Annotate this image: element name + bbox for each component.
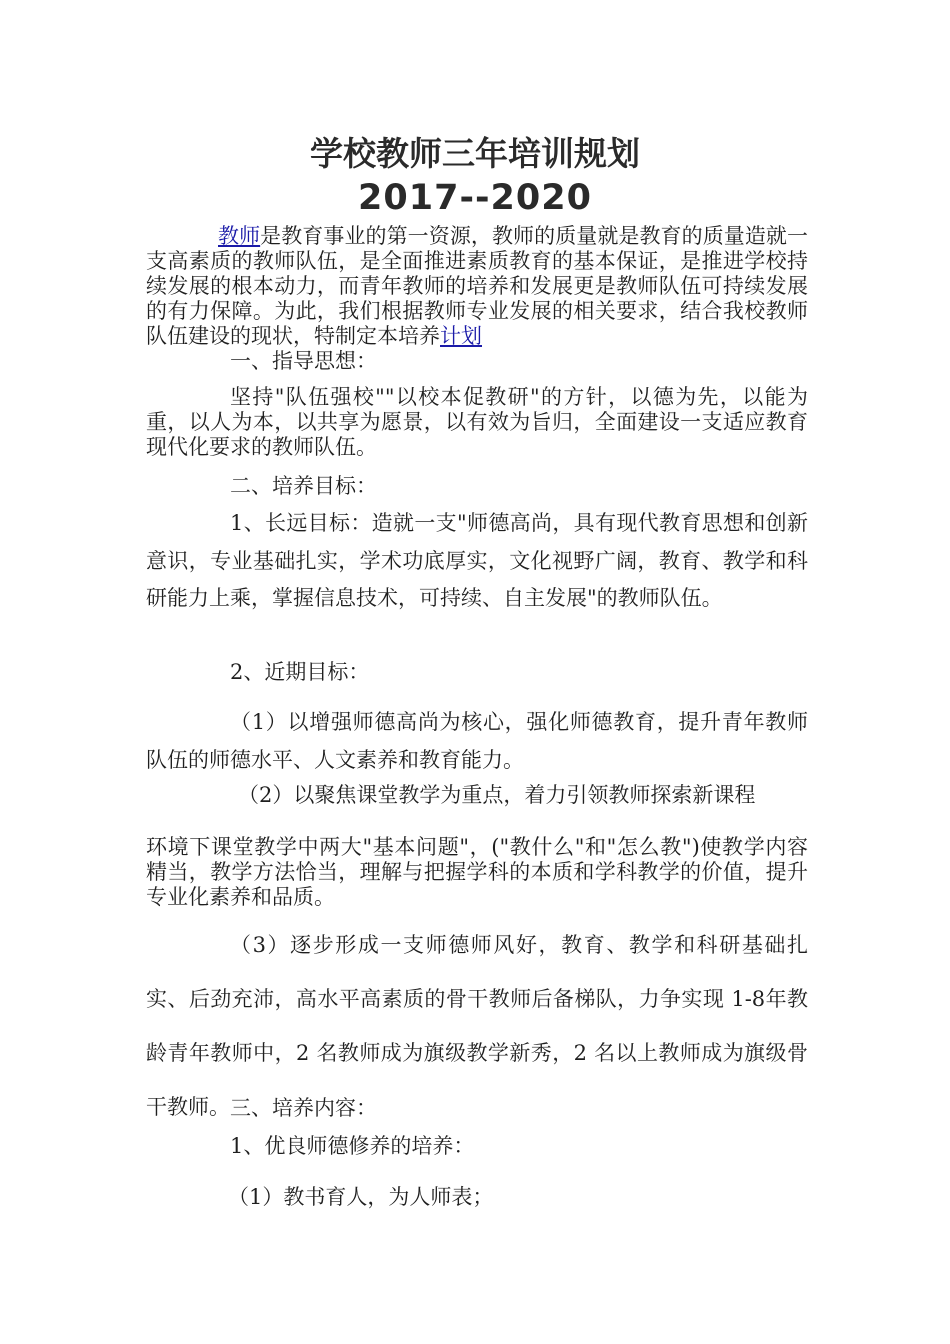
section1-heading: 一、指导思想： bbox=[230, 349, 377, 373]
goal2-item2-line1-text: （2）以聚焦课堂教学为重点，着力引领教师探索新课程 bbox=[238, 783, 756, 807]
section3-sub1: 1、优良师德修养的培养： bbox=[230, 1134, 475, 1158]
goal2-heading: 2、近期目标： bbox=[230, 660, 370, 684]
goal2-item1 bbox=[146, 704, 808, 779]
teacher-link[interactable]: 教师 bbox=[218, 224, 261, 248]
section2-heading: 二、培养目标： bbox=[230, 474, 377, 498]
document-title: 学校教师三年培训规划 bbox=[310, 134, 640, 173]
section3-sub1-item1: （1）教书育人，为人师表； bbox=[228, 1185, 494, 1209]
goal2-item2-rest bbox=[146, 835, 808, 910]
goal2-item3-text: （3）逐步形成一支师德师风好，教育、教学和科研基础扎实、后劲充沛，高水平高素质的骨干教师后备梯队，力争实现 1-8年教龄青年教师中，2 名教师成为旗级教学新秀，2 名以上教师成为旗级骨干教师。 bbox=[146, 933, 808, 1119]
intro-paragraph bbox=[146, 224, 808, 349]
goal2-item2-line2-text: 环境下课堂教学中两大"基本问题"，("教什么"和"怎么教")使教学内容精当，教学方法恰当，理解与把握学科的本质和学科教学的价值，提升专业化素养和品质。 bbox=[146, 835, 808, 909]
goal2-item1-text: （1）以增强师德高尚为核心，强化师德教育，提升青年教师队伍的师德水平、人文素养和教育能力。 bbox=[146, 710, 808, 772]
plan-link[interactable]: 计划 bbox=[440, 324, 482, 348]
goal2-item2-first-line bbox=[146, 783, 808, 808]
goal1-text: 1、长远目标：造就一支"师德高尚，具有现代教育思想和创新意识，专业基础扎实，学术功底厚实，文化视野广阔，教育、教学和科研能力上乘，掌握信息技术，可持续、自主发展"的教师队伍。 bbox=[146, 511, 808, 610]
goal1-paragraph bbox=[146, 505, 808, 618]
section1-body bbox=[146, 385, 808, 460]
intro-text: 是教育事业的第一资源，教师的质量就是教育的质量造就一支高素质的教师队伍，是全面推进素质教育的基本保证，是推进学校持续发展的根本动力，而青年教师的培养和发展更是教师队伍可持续发展的有力保障。为此，我们根据教师专业发展的相关要求，结合我校教师队伍建设的现状，特制定本培养 bbox=[146, 224, 809, 348]
section1-body-text: 坚持"队伍强校""以校本促教研"的方针，以德为先，以能为重，以人为本，以共享为愿景，以有效为旨归，全面建设一支适应教育现代化要求的教师队伍。 bbox=[146, 385, 808, 459]
section3-heading: 三、培养内容： bbox=[230, 1096, 377, 1120]
document-years: 2017--2020 bbox=[358, 178, 592, 218]
